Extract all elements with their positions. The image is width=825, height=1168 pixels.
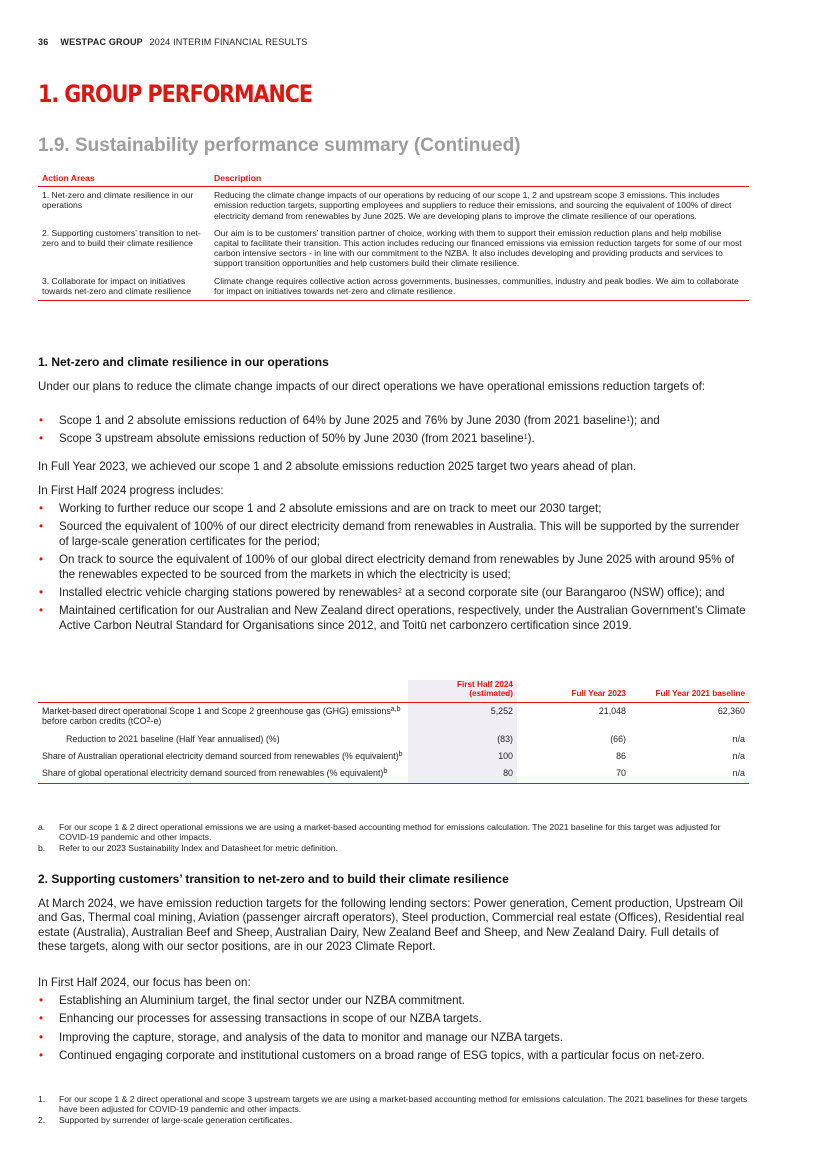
table-footnotes — [38, 822, 749, 854]
ghg-emissions-table — [38, 680, 749, 784]
list-item: • Enhancing our processes for assessing transactions in scope of our NZBA targets. — [38, 1012, 749, 1026]
section1-heading: 1. Net-zero and climate resilience in our operations — [38, 355, 329, 369]
table-row — [38, 187, 749, 225]
footnote: 2. Supported by surrender of large-scale generation certificates. — [38, 1115, 293, 1125]
value-cell: n/a — [732, 733, 745, 744]
value-cell: 62,360 — [717, 705, 745, 716]
section2-heading: 2. Supporting customers’ transition to net-zero and to build their climate resilience — [38, 872, 509, 886]
metric-label: Market-based direct operational Scope 1 and Scope 2 greenhouse gas (GHG) emissions$^{a,b}$ before carbon credits (tCO2-e) — [42, 705, 401, 727]
action-description-cell: Reducing the climate change impacts of our operations by reducing of our scope 1, 2 and upstream scope 3 emissions. This includes emission reduction targets, supporting employees and suppliers to reduce their emissions, and sourcing the equivalent of 100% of direct electricity demand from renewables by June 2025. We are developing plans to improve the climate resilience of our operations. — [214, 190, 732, 221]
value-cell: 86 — [616, 751, 626, 762]
list-item: • Continued engaging corporate and institutional customers on a broad range of ESG topics, with a particular focus on net-zero. — [38, 1049, 749, 1063]
list-item: • Establishing an Aluminium target, the final sector under our NZBA commitment. — [38, 994, 749, 1008]
action-area-cell: 3. Collaborate for impact on initiatives towards net-zero and climate resilience — [38, 273, 210, 301]
page-footnotes — [38, 1094, 749, 1126]
section-title: 1. GROUP PERFORMANCE — [38, 80, 312, 108]
value-cell: 5,252 — [408, 702, 517, 730]
list-item: • Working to further reduce our scope 1 and 2 absolute emissions and are on track to meet our 2030 target; — [38, 502, 749, 516]
document-title: 2024 INTERIM FINANCIAL RESULTS — [149, 37, 308, 47]
section2-intro: At March 2024, we have emission reduction targets for the following lending sectors: Power generation, Cement production, Upstream Oil and Gas, Thermal coal mining, Aviation (passenger aircraft operators), Steel production, Commercial real estate (Offices), Residential real estate (Australia), Australian Beef and Sheep, Australian Dairy, New Zealand Beef and Sheep, and New Zealand Dairy. Full details of these targets, along with our sector positions, are in our 2023 Climate Report. — [38, 897, 745, 954]
value-cell: (83) — [408, 731, 517, 748]
page-number: 36 — [38, 37, 49, 47]
subsection-title: 1.9. Sustainability performance summary (Continued) — [38, 135, 521, 156]
action-area-cell: 2. Supporting customers’ transition to net-zero and to build their climate resilience — [42, 227, 201, 249]
section1-intro: Under our plans to reduce the climate change impacts of our direct operations we have operational emissions reduction targets of: — [38, 380, 706, 393]
list-item: • On track to source the equivalent of 100% of our global direct electricity demand from renewables by June 2025 with around 95% of the renewables expected to be sourced from the markets in which the electricity is used; — [38, 553, 749, 582]
first-half-2024-header: First Half 2024 (estimated) — [408, 680, 517, 702]
value-cell: 70 — [517, 765, 630, 783]
focus-intro: In First Half 2024, our focus has been on: — [38, 976, 251, 989]
list-item: • Maintained certification for our Australian and New Zealand direct operations, respectively, under the Australian Government’s Climate Active Carbon Neutral Standard for Organisations since 2012, and Toitū net carbonzero certification since 2019. — [38, 604, 749, 633]
brand-name: WESTPAC GROUP — [60, 37, 143, 47]
running-head — [38, 37, 308, 47]
metric-label: Reduction to 2021 baseline (Half Year annualised) (%) — [66, 733, 280, 744]
action-areas-table — [38, 171, 749, 301]
focus-list — [38, 994, 749, 1068]
metric-header — [38, 680, 408, 702]
action-description-cell: Our aim is to be customers’ transition partner of choice, working with them to support their emission reduction plans and help mobilise capital to facilitate their transition. This action includes reducing our financed emissions via emission reduction targets for some of our most carbon intensive sectors - in line with our commitment to the NZBA. It also includes developing and providing products and services to support transition opportunities and help customers build their climate resilience. — [214, 227, 742, 269]
footnote: 1. For our scope 1 & 2 direct operational and scope 3 upstream targets we are using a market-based accounting method for emissions calculation. The 2021 baselines for these targets have been adjusted for COVID-19 pandemic and other impacts. — [38, 1094, 748, 1114]
footnote: a. For our scope 1 & 2 direct operational emissions we are using a market-based accounting method for emissions calculation. The 2021 baseline for this target was adjusted for COVID-19 pandemic and other impacts. — [38, 822, 721, 842]
table-row — [38, 731, 749, 748]
full-year-2021-baseline-header: Full Year 2021 baseline — [630, 680, 749, 702]
value-cell: n/a — [732, 751, 745, 762]
table-row — [38, 702, 749, 730]
table-row — [38, 273, 749, 301]
footnote: b. Refer to our 2023 Sustainability Index and Datasheet for metric definition. — [38, 843, 338, 853]
list-item: • Installed electric vehicle charging stations powered by renewables$^2$ at a second corporate site (our Barangaroo (NSW) office); and — [38, 586, 749, 600]
value-cell: 21,048 — [598, 705, 626, 716]
description-header: Description — [210, 171, 749, 187]
value-cell: 100 — [408, 748, 517, 765]
value-cell: (66) — [610, 733, 626, 744]
value-cell: n/a — [630, 765, 749, 783]
progress-intro: In First Half 2024 progress includes: — [38, 484, 224, 497]
targets-list — [38, 414, 749, 451]
value-cell: 80 — [408, 765, 517, 783]
list-item: • Sourced the equivalent of 100% of our direct electricity demand from renewables in Australia. This will be supported by the surrender of large-scale generation certificates for the period; — [38, 520, 749, 549]
action-description-cell: Climate change requires collective action across governments, businesses, communities, industry and peak bodies. We aim to collaborate for impact on initiatives towards net-zero and climate resilience. — [210, 273, 749, 301]
metric-label: Share of global operational electricity demand sourced from renewables (% equivalent)$^b$ — [38, 765, 408, 783]
progress-list — [38, 502, 749, 637]
fy2023-paragraph: In Full Year 2023, we achieved our scope 1 and 2 absolute emissions reduction 2025 target two years ahead of plan. — [38, 460, 637, 473]
list-item: • Scope 1 and 2 absolute emissions reduction of 64% by June 2025 and 76% by June 2030 (from 2021 baseline$^1$); and — [38, 414, 749, 428]
full-year-2023-header: Full Year 2023 — [517, 680, 630, 702]
action-area-cell: 1. Net-zero and climate resilience in our operations — [42, 190, 194, 211]
action-areas-header: Action Areas — [38, 171, 210, 187]
list-item: • Improving the capture, storage, and analysis of the data to monitor and manage our NZBA targets. — [38, 1031, 749, 1045]
table-row — [38, 765, 749, 783]
table-row — [38, 748, 749, 765]
metric-label: Share of Australian operational electricity demand sourced from renewables (% equivalent)$^b$ — [42, 751, 403, 762]
table-row — [38, 225, 749, 273]
list-item: • Scope 3 upstream absolute emissions reduction of 50% by June 2030 (from 2021 baseline$^1$). — [38, 432, 749, 446]
